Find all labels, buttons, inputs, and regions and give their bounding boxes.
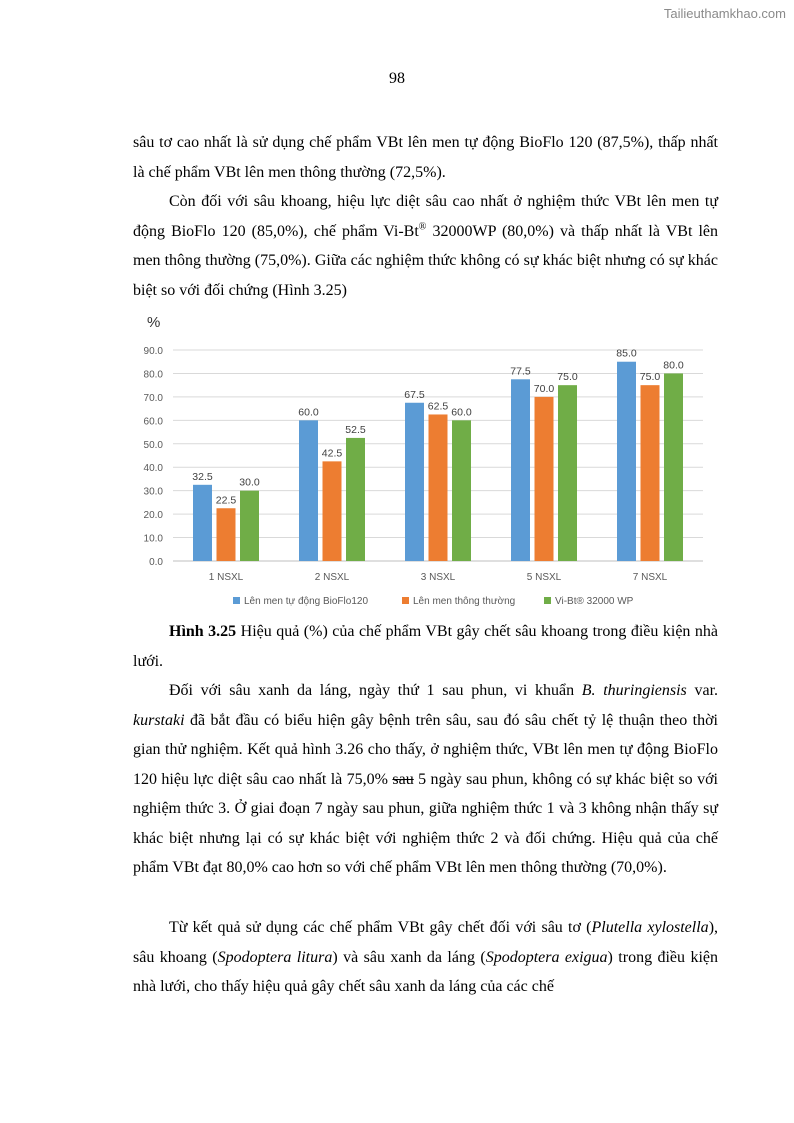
page-number: 98 — [389, 70, 405, 87]
bar — [405, 403, 424, 561]
data-label: 77.5 — [510, 365, 531, 378]
y-tick-label: 50.0 — [143, 439, 163, 451]
legend-swatch — [544, 597, 551, 604]
watermark: Tailieuthamkhao.com — [663, 6, 786, 21]
data-label: 67.5 — [404, 388, 425, 401]
legend-label: Lên men tự động BioFlo120 — [244, 596, 368, 607]
x-tick-label: 5 NSXL — [526, 572, 562, 583]
figure-caption-label: Hình 3.25 — [169, 623, 237, 640]
paragraph-2-part-a: Còn đối với sâu khoang, hiệu lực diệt sâu cao nhất ở nghiệm thức VBt lên men tự động BioFlo 120 (85,0%), chế phẩm Vi-Bt — [133, 193, 718, 240]
paragraph-3-italic-1: B. thuringiensis — [581, 682, 687, 699]
bar — [641, 385, 660, 561]
bar-chart — [133, 310, 713, 610]
y-tick-labels — [144, 346, 164, 568]
y-tick-label: 60.0 — [143, 416, 163, 428]
paragraph-1-text: sâu tơ cao nhất là sử dụng chế phẩm VBt lên men tự động BioFlo 120 (87,5%), thấp nhất là chế phẩm VBt lên men thông thường (72,5%). — [133, 134, 718, 181]
y-tick-label: 10.0 — [143, 533, 163, 545]
data-label: 60.0 — [298, 406, 319, 419]
y-tick-label: 30.0 — [143, 486, 163, 498]
paragraph-3-part-a: Đối với sâu xanh da láng, ngày thứ 1 sau phun, vi khuẩn — [169, 682, 582, 699]
data-label: 85.0 — [616, 347, 637, 360]
data-label: 80.0 — [663, 359, 684, 372]
bar — [299, 420, 318, 561]
data-label: 70.0 — [533, 382, 555, 395]
paragraph-4-italic-3: Spodoptera exigua — [485, 948, 608, 966]
bar — [240, 491, 259, 561]
data-label: 75.0 — [557, 371, 578, 384]
paragraph-4 — [133, 913, 718, 1002]
y-tick-label: 40.0 — [143, 463, 163, 475]
bar — [429, 414, 448, 561]
bar — [217, 508, 236, 561]
data-label: 22.5 — [215, 494, 237, 507]
y-tick-label: 90.0 — [143, 346, 163, 357]
paragraph-3-part-b: var. — [686, 682, 719, 699]
x-tick-label: 7 NSXL — [632, 572, 668, 583]
legend-swatch — [402, 597, 409, 604]
bar — [323, 461, 342, 561]
data-label: 42.5 — [321, 447, 343, 460]
legend-label: Lên men thông thường — [413, 596, 516, 607]
paragraph-4-part-a: Từ kết quả sử dụng các chế phẩm VBt gây chết đối với sâu tơ ( — [169, 919, 592, 936]
bar — [452, 420, 471, 561]
bars — [193, 362, 683, 561]
x-tick-labels — [209, 572, 668, 583]
paragraph-4-italic-2: Spodoptera litura — [217, 948, 333, 966]
paragraph-2-part-b: 32000WP (80,0%) và thấp nhất là VBt lên men thông thường (75,0%). Giữa các nghiệm thức không có sự khác biệt nhưng có sự khác biệt so với đối chứng (Hình 3.25) — [133, 222, 719, 299]
y-axis-label: % — [147, 314, 161, 331]
y-tick-label: 70.0 — [143, 392, 163, 404]
data-label: 60.0 — [451, 406, 472, 419]
legend — [233, 596, 634, 607]
x-tick-label: 1 NSXL — [208, 572, 244, 583]
paragraph-4-italic-1: Plutella xylostella — [591, 919, 709, 936]
bar — [346, 438, 365, 561]
data-label: 75.0 — [639, 371, 661, 384]
paragraph-2 — [133, 187, 718, 305]
paragraph-3-part-c: đã bắt đầu có biểu hiện gây bệnh trên sâu, sau đó sâu chết tỷ lệ thuận theo thời gian thử nghiệm. Kết quả hình 3.26 cho thấy, ở nghiệm thức, VBt lên men tự động BioFlo 120 hiệu lực diệt sâu cao nhất là 75,0% — [133, 711, 718, 788]
y-tick-label: 0.0 — [149, 557, 163, 568]
bar — [664, 373, 683, 561]
paragraph-4-part-c: ) và sâu xanh da láng ( — [332, 948, 486, 966]
bar — [558, 385, 577, 561]
x-tick-label: 2 NSXL — [314, 572, 350, 583]
paragraph-1 — [133, 128, 718, 187]
data-label: 52.5 — [345, 423, 366, 436]
data-label: 62.5 — [427, 400, 449, 413]
paragraph-3-part-d: 5 ngày sau phun, không có sự khác biệt so với nghiệm thức 3. Ở giai đoạn 7 ngày sau phun, giữa nghiệm thức 1 và 3 không nhận thấy sự khác biệt nhưng lại có sự khác biệt với nghiệm thức 2 và đối chứng. Hiệu quả của chế phẩm VBt đạt 80,0% cao hơn so với chế phẩm VBt lên men thông thường (70,0%). — [133, 770, 718, 876]
paragraph-4-part-b: ), sâu khoang ( — [133, 919, 719, 966]
registered-mark: ® — [418, 221, 427, 233]
figure-caption — [133, 617, 718, 676]
bar — [535, 397, 554, 561]
bar — [511, 379, 530, 561]
y-tick-label: 80.0 — [143, 369, 163, 381]
x-tick-label: 3 NSXL — [420, 572, 456, 583]
data-label: 30.0 — [239, 476, 260, 489]
figure-caption-text: Hiệu quả (%) của chế phẩm VBt gây chết sâu khoang trong điều kiện nhà lưới. — [133, 623, 719, 670]
paragraph-3-strikethrough: sau — [392, 770, 414, 788]
y-tick-label: 20.0 — [143, 510, 163, 522]
legend-swatch — [233, 597, 240, 604]
data-label: 32.5 — [192, 470, 213, 483]
paragraph-4-part-d: ) trong điều kiện nhà lưới, cho thấy hiệu quả gây chết sâu xanh da láng của các chế — [133, 948, 718, 995]
legend-label: Vi-Bt® 32000 WP — [555, 596, 634, 607]
bar — [193, 485, 212, 561]
paragraph-3-italic-2: kurstaki — [133, 711, 185, 729]
paragraph-3 — [133, 676, 718, 883]
bar — [617, 362, 636, 561]
